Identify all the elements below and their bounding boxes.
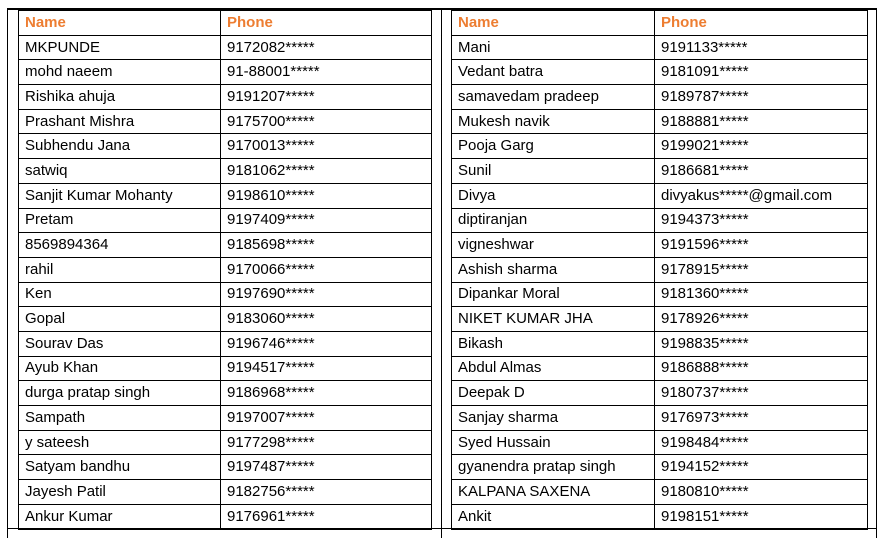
table-row bbox=[19, 430, 432, 455]
outer-right-border bbox=[876, 8, 877, 538]
table-row bbox=[19, 85, 432, 110]
table-row bbox=[452, 356, 868, 381]
phone-cell: 9182756***** bbox=[221, 480, 432, 505]
table-row bbox=[452, 406, 868, 431]
header-row bbox=[19, 10, 432, 35]
table-row bbox=[19, 183, 432, 208]
phone-cell: 91-88001***** bbox=[221, 60, 432, 85]
name-header: Name bbox=[452, 10, 655, 35]
phone-cell: 9191133***** bbox=[655, 35, 868, 60]
name-cell: Gopal bbox=[19, 307, 221, 332]
phone-cell: 9170013***** bbox=[221, 134, 432, 159]
name-cell: 8569894364 bbox=[19, 233, 221, 258]
name-cell: Divya bbox=[452, 183, 655, 208]
name-cell: Ayub Khan bbox=[19, 356, 221, 381]
name-cell: Ken bbox=[19, 282, 221, 307]
table-row bbox=[19, 381, 432, 406]
name-cell: Ashish sharma bbox=[452, 257, 655, 282]
table-row bbox=[452, 381, 868, 406]
name-cell: Pooja Garg bbox=[452, 134, 655, 159]
header-row bbox=[452, 10, 868, 35]
table-row bbox=[452, 85, 868, 110]
phone-cell: 9178926***** bbox=[655, 307, 868, 332]
name-cell: mohd naeem bbox=[19, 60, 221, 85]
phone-cell: 9181091***** bbox=[655, 60, 868, 85]
phone-cell: 9197007***** bbox=[221, 406, 432, 431]
phone-cell: 9197690***** bbox=[221, 282, 432, 307]
table-row bbox=[19, 60, 432, 85]
name-cell: Sampath bbox=[19, 406, 221, 431]
table-row bbox=[19, 307, 432, 332]
phone-cell: 9198484***** bbox=[655, 430, 868, 455]
name-cell: Jayesh Patil bbox=[19, 480, 221, 505]
phone-cell: 9198835***** bbox=[655, 331, 868, 356]
name-cell: Sunil bbox=[452, 159, 655, 184]
table-row bbox=[19, 208, 432, 233]
phone-cell: 9197487***** bbox=[221, 455, 432, 480]
phone-cell: 9196746***** bbox=[221, 331, 432, 356]
phone-cell: 9186888***** bbox=[655, 356, 868, 381]
table-row bbox=[19, 35, 432, 60]
phone-cell: 9191207***** bbox=[221, 85, 432, 110]
name-cell: Abdul Almas bbox=[452, 356, 655, 381]
table-row bbox=[452, 504, 868, 529]
phone-cell: 9180737***** bbox=[655, 381, 868, 406]
phone-cell: 9185698***** bbox=[221, 233, 432, 258]
table-row bbox=[452, 183, 868, 208]
phone-cell: 9191596***** bbox=[655, 233, 868, 258]
table-row bbox=[19, 282, 432, 307]
table-row bbox=[19, 455, 432, 480]
name-cell: Sanjit Kumar Mohanty bbox=[19, 183, 221, 208]
name-cell: Rishika ahuja bbox=[19, 85, 221, 110]
phone-cell: 9183060***** bbox=[221, 307, 432, 332]
name-cell: Satyam bandhu bbox=[19, 455, 221, 480]
phone-cell: 9181360***** bbox=[655, 282, 868, 307]
table-row bbox=[452, 208, 868, 233]
table-row bbox=[452, 257, 868, 282]
phone-cell: 9181062***** bbox=[221, 159, 432, 184]
name-cell: Prashant Mishra bbox=[19, 109, 221, 134]
phone-cell: 9194152***** bbox=[655, 455, 868, 480]
phone-cell: 9197409***** bbox=[221, 208, 432, 233]
phone-cell: 9172082***** bbox=[221, 35, 432, 60]
phone-cell: divyakus*****@gmail.com bbox=[655, 183, 868, 208]
table-row bbox=[19, 480, 432, 505]
name-cell: Sourav Das bbox=[19, 331, 221, 356]
name-cell: KALPANA SAXENA bbox=[452, 480, 655, 505]
name-cell: Mani bbox=[452, 35, 655, 60]
table-row bbox=[19, 134, 432, 159]
table-row bbox=[452, 480, 868, 505]
phone-header: Phone bbox=[221, 10, 432, 35]
name-cell: Subhendu Jana bbox=[19, 134, 221, 159]
phone-cell: 9170066***** bbox=[221, 257, 432, 282]
name-cell: y sateesh bbox=[19, 430, 221, 455]
name-cell: Mukesh navik bbox=[452, 109, 655, 134]
phone-cell: 9178915***** bbox=[655, 257, 868, 282]
name-cell: Pretam bbox=[19, 208, 221, 233]
name-cell: rahil bbox=[19, 257, 221, 282]
table-row bbox=[19, 159, 432, 184]
name-cell: Ankur Kumar bbox=[19, 504, 221, 529]
name-cell: Bikash bbox=[452, 331, 655, 356]
name-cell: Vedant batra bbox=[452, 60, 655, 85]
phone-cell: 9180810***** bbox=[655, 480, 868, 505]
name-cell: Dipankar Moral bbox=[452, 282, 655, 307]
table-row bbox=[19, 109, 432, 134]
outer-middle-border bbox=[441, 8, 442, 538]
table-row bbox=[452, 134, 868, 159]
phone-cell: 9176961***** bbox=[221, 504, 432, 529]
name-cell: durga pratap singh bbox=[19, 381, 221, 406]
table-row bbox=[452, 159, 868, 184]
table-row bbox=[452, 109, 868, 134]
contacts-table-right bbox=[451, 9, 868, 530]
phone-cell: 9186681***** bbox=[655, 159, 868, 184]
name-cell: Ankit bbox=[452, 504, 655, 529]
phone-cell: 9188881***** bbox=[655, 109, 868, 134]
table-row bbox=[19, 504, 432, 529]
phone-cell: 9177298***** bbox=[221, 430, 432, 455]
name-header: Name bbox=[19, 10, 221, 35]
table-row bbox=[452, 233, 868, 258]
name-cell: NIKET KUMAR JHA bbox=[452, 307, 655, 332]
table-row bbox=[19, 406, 432, 431]
table-row bbox=[19, 233, 432, 258]
table-row bbox=[452, 455, 868, 480]
table-row bbox=[19, 331, 432, 356]
phone-cell: 9198610***** bbox=[221, 183, 432, 208]
phone-cell: 9199021***** bbox=[655, 134, 868, 159]
name-cell: Syed Hussain bbox=[452, 430, 655, 455]
table-row bbox=[452, 282, 868, 307]
phone-cell: 9186968***** bbox=[221, 381, 432, 406]
phone-cell: 9194373***** bbox=[655, 208, 868, 233]
phone-header: Phone bbox=[655, 10, 868, 35]
name-cell: Deepak D bbox=[452, 381, 655, 406]
table-row bbox=[452, 35, 868, 60]
phone-cell: 9198151***** bbox=[655, 504, 868, 529]
outer-left-border bbox=[7, 8, 8, 538]
table-row bbox=[452, 60, 868, 85]
phone-cell: 9175700***** bbox=[221, 109, 432, 134]
name-cell: diptiranjan bbox=[452, 208, 655, 233]
table-row bbox=[452, 331, 868, 356]
name-cell: MKPUNDE bbox=[19, 35, 221, 60]
table-row bbox=[452, 430, 868, 455]
name-cell: samavedam pradeep bbox=[452, 85, 655, 110]
contacts-table-left bbox=[18, 9, 432, 530]
table-row bbox=[452, 307, 868, 332]
name-cell: gyanendra pratap singh bbox=[452, 455, 655, 480]
name-cell: Sanjay sharma bbox=[452, 406, 655, 431]
phone-cell: 9194517***** bbox=[221, 356, 432, 381]
phone-cell: 9176973***** bbox=[655, 406, 868, 431]
table-row bbox=[19, 257, 432, 282]
phone-cell: 9189787***** bbox=[655, 85, 868, 110]
name-cell: vigneshwar bbox=[452, 233, 655, 258]
name-cell: satwiq bbox=[19, 159, 221, 184]
table-row bbox=[19, 356, 432, 381]
